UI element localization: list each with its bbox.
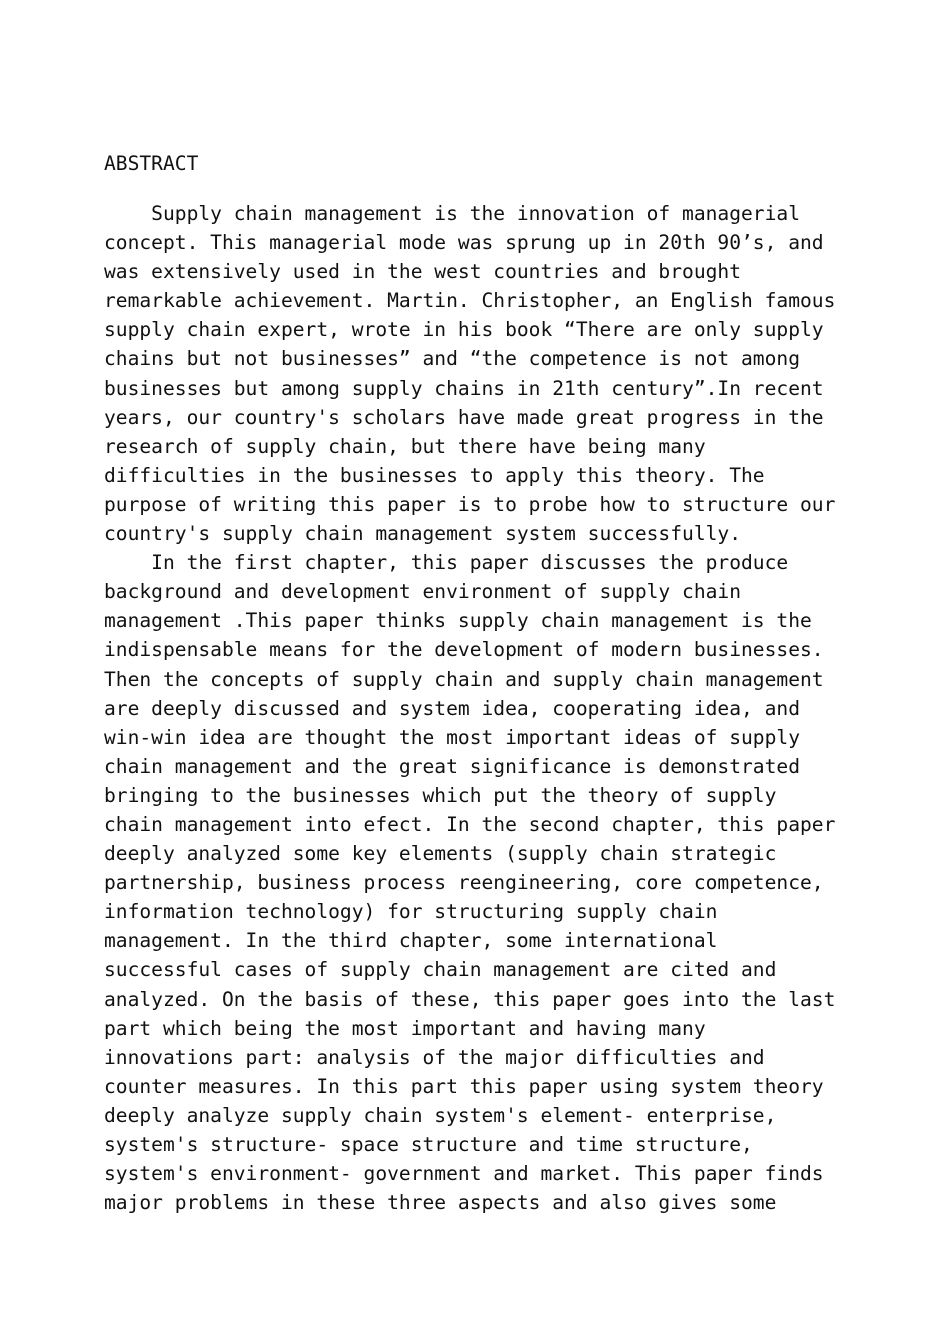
text-line: system's structure- space structure and time structure,: [104, 1133, 753, 1156]
text-line: businesses but among supply chains in 21th century”.In recent: [104, 376, 824, 400]
text-line: information technology) for structuring supply chain: [104, 900, 718, 924]
abstract-body: [104, 199, 864, 1217]
text-line: Supply chain management is the innovation of managerial: [104, 202, 800, 225]
abstract-heading: ABSTRACT: [104, 152, 199, 175]
text-line: management .This paper thinks supply chain management is the: [104, 609, 812, 633]
text-line: supply chain expert, wrote in his book “There are only supply: [104, 318, 824, 342]
text-line: win-win idea are thought the most important ideas of supply: [104, 725, 800, 749]
text-line: remarkable achievement. Martin. Christopher, an English famous: [104, 289, 836, 313]
text-line: major problems in these three aspects and also gives some: [104, 1191, 777, 1215]
text-line: concept. This managerial mode was sprung up in 20th 90’s, and: [104, 231, 824, 255]
text-line: system's environment- government and market. This paper finds: [104, 1162, 824, 1186]
text-line: chain management into efect. In the second chapter, this paper: [104, 812, 836, 836]
text-line: successful cases of supply chain management are cited and: [104, 958, 777, 982]
text-line: purpose of writing this paper is to probe how to structure our: [104, 492, 836, 516]
text-line: are deeply discussed and system idea, cooperating idea, and: [104, 696, 800, 720]
text-line: management. In the third chapter, some international: [104, 929, 718, 953]
text-line: partnership, business process reengineering, core competence,: [104, 871, 824, 895]
text-line: part which being the most important and having many: [104, 1016, 706, 1040]
text-line: innovations part: analysis of the major difficulties and: [104, 1045, 765, 1069]
text-line: analyzed. On the basis of these, this paper goes into the last: [104, 987, 836, 1011]
text-line: years, our country's scholars have made great progress in the: [104, 405, 824, 429]
text-line: country's supply chain management system successfully.: [104, 522, 742, 546]
text-line: deeply analyzed some key elements (supply chain strategic: [104, 842, 777, 866]
text-line: research of supply chain, but there have being many: [104, 434, 706, 458]
text-line: chain management and the great significance is demonstrated: [104, 754, 800, 778]
text-line: In the first chapter, this paper discusses the produce: [104, 551, 789, 575]
text-line: was extensively used in the west countries and brought: [104, 260, 742, 284]
text-line: bringing to the businesses which put the theory of supply: [104, 783, 777, 807]
text-line: Then the concepts of supply chain and supply chain management: [104, 667, 824, 691]
text-line: background and development environment of supply chain: [104, 580, 742, 604]
text-line: chains but not businesses” and “the competence is not among: [104, 347, 800, 371]
text-line: counter measures. In this part this paper using system theory: [104, 1074, 824, 1098]
text-line: deeply analyze supply chain system's element- enterprise,: [104, 1103, 777, 1127]
text-line: indispensable means for the development of modern businesses.: [104, 638, 824, 662]
text-line: difficulties in the businesses to apply this theory. The: [104, 463, 765, 487]
